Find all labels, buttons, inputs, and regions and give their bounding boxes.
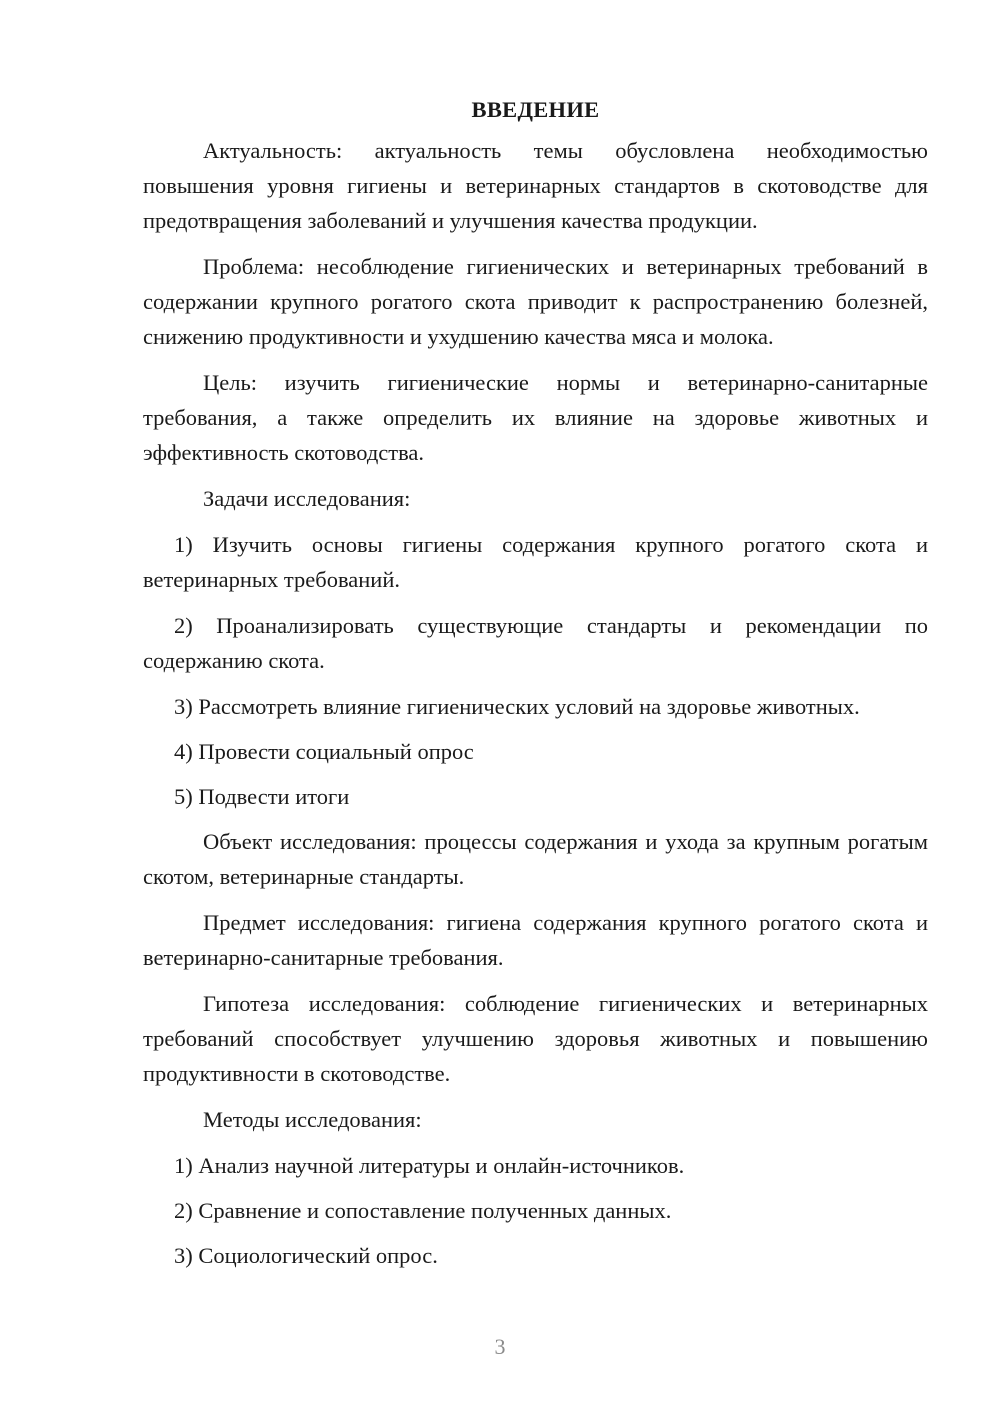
page-number: 3 [494,1334,506,1359]
tasks-heading: Задачи исследования: [203,486,411,511]
paragraph-subject: Предмет исследования: гигиена содержания крупного рогатого скота и ветеринарно-санитарные требования. [143,910,928,970]
paragraph-goal: Цель: изучить гигиенические нормы и ветеринарно-санитарные требования, а также определить их влияние на здоровье животных и эффективность скотоводства. [143,370,928,465]
paragraph-relevance: Актуальность: актуальность темы обусловлена необходимостью повышения уровня гигиены и ветеринарных стандартов в скотоводстве для предотвращения заболеваний и улучшения качества продукции. [143,138,928,233]
task-item-2: 2) Проанализировать существующие стандарты и рекомендации по содержанию скота. [143,613,928,673]
task-item-5: 5) Подвести итоги [174,784,350,809]
task-item-4: 4) Провести социальный опрос [174,739,474,764]
task-item-1: 1) Изучить основы гигиены содержания крупного рогатого скота и ветеринарных требований. [143,532,928,592]
methods-heading: Методы исследования: [203,1107,422,1132]
paragraph-hypothesis: Гипотеза исследования: соблюдение гигиенических и ветеринарных требований способствует улучшению здоровья животных и повышению продуктивности в скотоводстве. [143,991,928,1086]
method-item-1: 1) Анализ научной литературы и онлайн-источников. [174,1153,685,1178]
method-item-3: 3) Социологический опрос. [174,1243,438,1268]
page-content [143,92,928,1283]
task-item-3: 3) Рассмотреть влияние гигиенических условий на здоровье животных. [174,694,860,719]
paragraph-problem: Проблема: несоблюдение гигиенических и ветеринарных требований в содержании крупного рогатого скота приводит к распространению болезней, снижению продуктивности и ухудшению качества мяса и молока. [143,254,928,349]
page-title: ВВЕДЕНИЕ [471,97,600,122]
paragraph-object: Объект исследования: процессы содержания и ухода за крупным рогатым скотом, ветеринарные стандарты. [143,829,928,889]
method-item-2: 2) Сравнение и сопоставление полученных данных. [174,1198,672,1223]
